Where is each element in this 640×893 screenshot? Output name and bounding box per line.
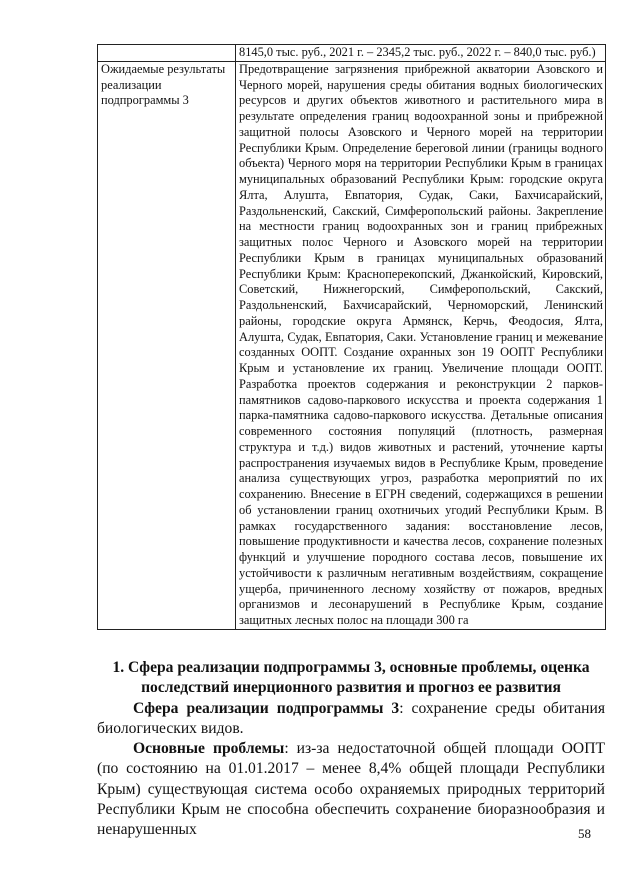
table-row — [98, 61, 606, 629]
subprogram-passport-table — [97, 44, 606, 630]
table-cell-value: Предотвращение загрязнения прибрежной акватории Азовского и Черного морей, нарушения среды обитания водных биологических ресурсов и других объектов животного и растительного мира в результате определения границ водоохранной зоны и прибрежной защитной полосы Азовского и Черного морей на территории Республики Крым. Определение береговой линии (границы водного объекта) Черного моря на территории Республики Крым в границах муниципальных образований Республики Крым: городские округа Ялта, Алушта, Евпатория, Судак, Саки, Бахчисарайский, Раздольненский, Сакский, Симферопольский районы. Закрепление на местности границ водоохранных зон и границ прибрежных защитных полос Черного и Азовского морей на территории Республики Крым в границах муниципальных образований Республики Крым: Красноперекопский, Джанкойский, Кировский, Советский, Нижнегорский, Симферопольский, Сакский, Раздольненский, Бахчисарайский, Черноморский, Ленинский районы, городские округа Армянск, Керчь, Феодосия, Ялта, Алушта, Судак, Евпатория, Саки. Установление границ и межевание созданных ООПТ. Создание охранных зон 19 ООПТ Республики Крым и установление их границ. Увеличение площади ООПТ. Разработка проектов содержания и реконструкции 2 парков-памятников садово-паркового искусства и проекта содержания 1 парка-памятника садово-паркового искусства. Детальные описания современного состояния популяций (плотность, размерная структура и т.д.) видов животных и растений, уточнение карты распространения изучаемых видов в Республике Крым, проведение анализа существующих угроз, разработка мероприятий по их сохранению. Внесение в ЕГРН сведений, содержащихся в решении об установлении границ охотничьих угодий Республики Крым. В рамках государственного задания: восстановление лесов, повышение продуктивности и качества лесов, сохранение полезных функций и улучшение породного состава лесов, повышение их устойчивости к различным негативным воздействиям, сокращение ущерба, причиненного лесному хозяйству от пожаров, вредных организмов и лесонарушений в Республике Крым, создание защитных лесных полос на площади 300 га — [236, 61, 606, 629]
table-cell-label: Ожидаемые результаты реализации подпрограммы 3 — [98, 61, 236, 629]
table-cell-label — [98, 45, 236, 62]
table-cell-value: 8145,0 тыс. руб., 2021 г. – 2345,2 тыс. руб., 2022 г. – 840,0 тыс. руб.) — [236, 45, 606, 62]
section-body — [97, 658, 605, 841]
paragraph-text: : сохранение среды обитания биологических видов. — [97, 699, 605, 737]
section-heading: 1. Сфера реализации подпрограммы 3, основные проблемы, оценка последствий инерционного развития и прогноз ее развития — [112, 659, 590, 697]
paragraph-problems — [97, 739, 605, 840]
paragraph-label: Основные проблемы — [133, 740, 285, 758]
paragraph-text: : из-за недостаточной общей площади ООПТ (по состоянию на 01.01.2017 – менее 8,4% общей площади Республики Крым) существующая система особо охраняемых природных территорий Республики Крым не способна обеспечить сохранение биоразнообразия и ненарушенных — [97, 740, 605, 839]
table-row — [98, 45, 606, 62]
paragraph-scope — [97, 699, 605, 740]
page-number: 58 — [578, 826, 591, 841]
paragraph-label: Сфера реализации подпрограммы 3 — [133, 699, 400, 717]
